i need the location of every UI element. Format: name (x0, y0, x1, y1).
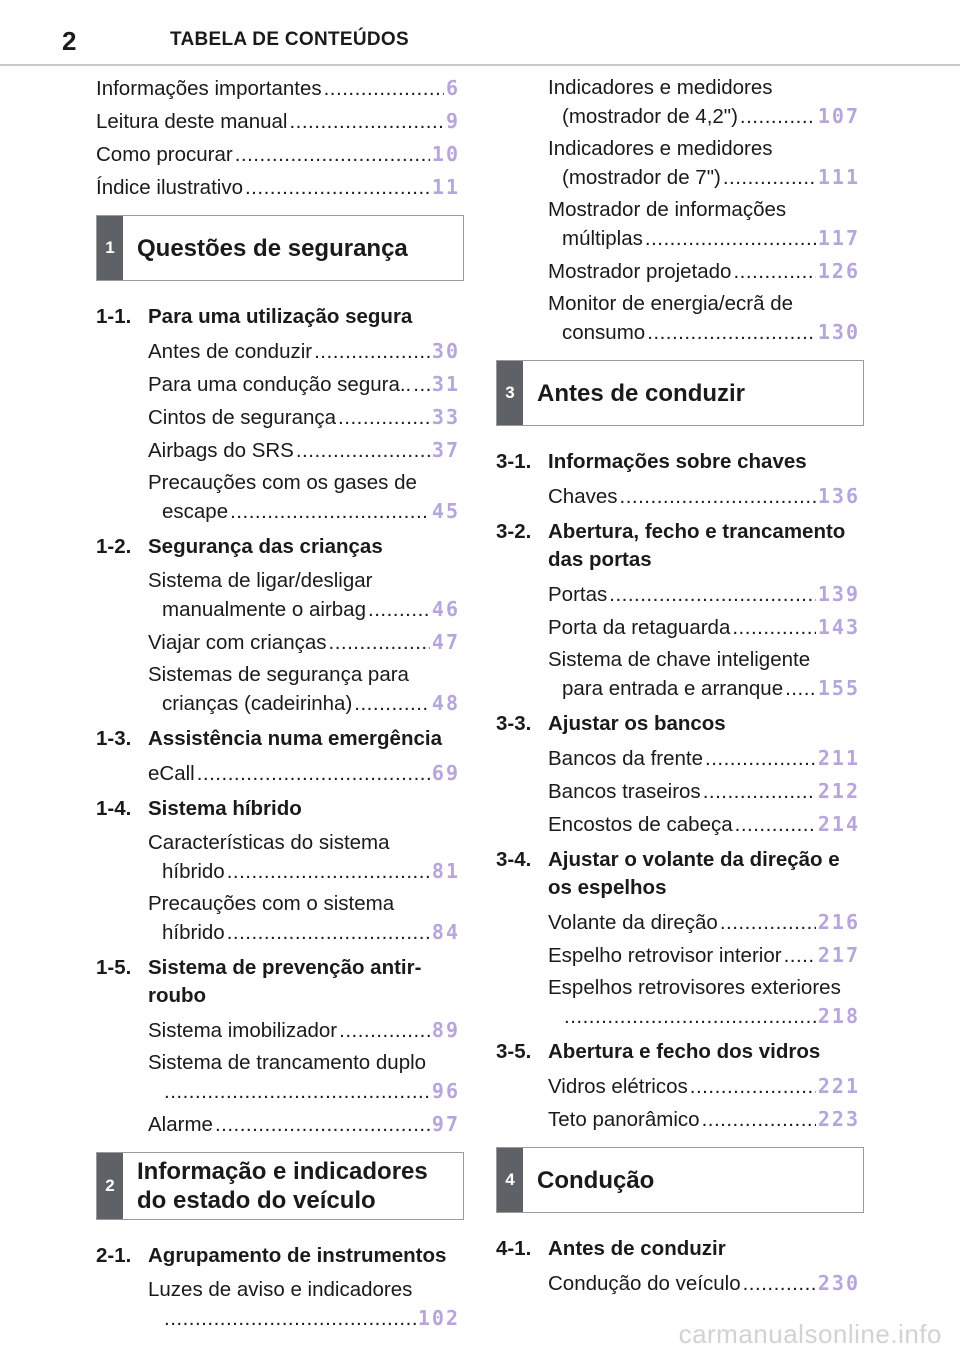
chapter-title (123, 1157, 428, 1215)
toc-entry-text: Precauções com o sistema (148, 892, 395, 915)
toc-entry-text-cont: (mostrador de 7") (562, 166, 721, 189)
chapter-heading[interactable] (96, 215, 464, 281)
section-number: 3-4. (496, 848, 532, 871)
section-number: 3-2. (496, 520, 532, 543)
section-title-line2: roubo (148, 984, 207, 1007)
dot-leader (354, 690, 430, 717)
dot-leader (740, 103, 816, 130)
toc-entry-text: Volante da direção (548, 911, 718, 934)
toc-entry-text: Para uma condução segura.. (148, 373, 412, 396)
dot-leader (784, 942, 816, 969)
section-title (548, 846, 864, 902)
toc-entry-text: Características do sistema (148, 831, 390, 854)
toc-entry-text: Sistema imobilizador (148, 1019, 338, 1042)
toc-entry-text-cont: múltiplas (562, 227, 643, 250)
section-title (548, 518, 864, 574)
toc-entry-text: Cintos de segurança (148, 406, 337, 429)
page-reference[interactable]: 46 (431, 597, 460, 621)
toc-entry[interactable] (96, 140, 464, 168)
toc-entry-text: Informações importantes (96, 77, 322, 100)
dot-leader (609, 581, 816, 608)
section-number: 2-1. (96, 1244, 132, 1267)
page-reference[interactable]: 37 (431, 438, 460, 462)
page-reference[interactable]: 217 (817, 943, 860, 967)
section-title-line1: Sistema de prevenção antir- (148, 956, 422, 979)
page-reference[interactable]: 211 (817, 746, 860, 770)
dot-leader (235, 141, 430, 168)
page-reference[interactable]: 30 (431, 339, 460, 363)
toc-entry[interactable] (548, 908, 864, 936)
toc-entry-text: Porta da retaguarda (548, 616, 731, 639)
section-heading[interactable] (496, 710, 864, 738)
toc-entry-text: Mostrador projetado (548, 260, 732, 283)
toc-entry-text: Condução do veículo (548, 1272, 741, 1295)
toc-entry[interactable] (148, 469, 464, 525)
toc-entry-text: Viajar com crianças (148, 631, 327, 654)
chapter-number-tab: 1 (97, 216, 123, 280)
toc-entry[interactable] (148, 661, 464, 717)
section-heading[interactable] (96, 303, 464, 331)
page-reference[interactable]: 102 (417, 1306, 460, 1330)
section-heading[interactable] (496, 448, 864, 476)
toc-entry-text-cont: crianças (cadeirinha) (162, 692, 353, 715)
dot-leader (339, 1017, 430, 1044)
toc-entry[interactable] (548, 1105, 864, 1133)
section-title: Antes de conduzir (548, 1237, 726, 1260)
page-reference[interactable]: 117 (817, 226, 860, 250)
dot-leader (368, 596, 430, 623)
section-number: 1-4. (96, 797, 132, 820)
page-reference[interactable]: 9 (445, 109, 460, 133)
section-title: Agrupamento de instrumentos (148, 1244, 447, 1267)
chapter-heading[interactable] (496, 360, 864, 426)
toc-entry[interactable] (548, 257, 864, 285)
section-title-line2: das portas (548, 548, 652, 571)
dot-leader (732, 614, 816, 641)
dot-leader (215, 1111, 430, 1138)
section-heading[interactable] (96, 795, 464, 823)
toc-entry-text-cont: escape (162, 500, 229, 523)
dot-leader (230, 498, 430, 525)
chapter-title: Condução (537, 1166, 655, 1194)
dot-leader (743, 1270, 816, 1297)
section-title (148, 954, 464, 1010)
toc-entry[interactable] (96, 173, 464, 201)
dot-leader (703, 778, 816, 805)
dot-leader (720, 909, 816, 936)
dot-leader (296, 437, 430, 464)
dot-leader (620, 483, 816, 510)
section-title: Para uma utilização segura (148, 305, 413, 328)
running-title: TABELA DE CONTEÚDOS (170, 29, 409, 50)
toc-entry-text: Sistema de chave inteligente (548, 648, 811, 671)
toc-entry-text: Sistema de ligar/desligar (148, 569, 373, 592)
toc-entry[interactable] (148, 403, 464, 431)
dot-leader (723, 164, 816, 191)
page-reference[interactable]: 214 (817, 812, 860, 836)
toc-entry-text: Indicadores e medidores (548, 137, 773, 160)
section-number: 3-5. (496, 1040, 532, 1063)
section-number: 3-1. (496, 450, 532, 473)
dot-leader (705, 745, 816, 772)
dot-leader (702, 1106, 816, 1133)
section-title-line1: Ajustar o volante da direção e (548, 848, 840, 871)
section-number: 1-5. (96, 956, 132, 979)
chapter-title: Antes de conduzir (537, 379, 746, 407)
chapter-heading[interactable] (96, 1152, 464, 1220)
toc-entry-text: Espelhos retrovisores exteriores (548, 976, 841, 999)
page-reference[interactable]: 81 (431, 859, 460, 883)
toc-entry-text: Bancos traseiros (548, 780, 701, 803)
dot-leader (690, 1073, 816, 1100)
toc-entry[interactable] (548, 744, 864, 772)
toc-entry-text: Sistema de trancamento duplo (148, 1051, 427, 1074)
dot-leader (733, 258, 815, 285)
toc-entry-text-cont: para entrada e arranque (562, 677, 784, 700)
section-title: Informações sobre chaves (548, 450, 807, 473)
page-reference[interactable]: 47 (431, 630, 460, 654)
page-reference[interactable]: 111 (817, 165, 860, 189)
dot-leader (785, 675, 816, 702)
dot-leader (197, 760, 430, 787)
toc-entry[interactable] (548, 135, 864, 191)
dot-leader (338, 404, 430, 431)
toc-entry-text: Portas (548, 583, 608, 606)
section-number: 1-1. (96, 305, 132, 328)
page-reference[interactable]: 10 (431, 142, 460, 166)
chapter-number-tab: 2 (97, 1153, 123, 1219)
toc-entry[interactable] (548, 974, 864, 1030)
toc-entry[interactable] (548, 1072, 864, 1100)
toc-entry[interactable] (148, 628, 464, 656)
section-heading[interactable] (96, 725, 464, 753)
toc-entry[interactable] (548, 74, 864, 130)
toc-entry[interactable] (148, 759, 464, 787)
toc-entry-text-cont: manualmente o airbag (162, 598, 366, 621)
page-reference[interactable]: 69 (431, 761, 460, 785)
toc-entry-text-cont: híbrido (162, 921, 225, 944)
chapter-title: Questões de segurança (137, 234, 408, 262)
section-title-line2: os espelhos (548, 876, 667, 899)
section-heading[interactable] (496, 846, 864, 902)
chapter-title-line1: Informação e indicadores (137, 1158, 428, 1185)
section-heading[interactable] (96, 533, 464, 561)
toc-entry-text: Como procurar (96, 143, 233, 166)
section-heading[interactable] (96, 1242, 464, 1270)
dot-leader (329, 629, 430, 656)
toc-entry[interactable] (148, 567, 464, 623)
chapter-number-tab: 4 (497, 1148, 523, 1212)
toc-entry-text: Espelho retrovisor interior (548, 944, 782, 967)
page-reference[interactable]: 84 (431, 920, 460, 944)
chapter-title-line2: do estado do veículo (137, 1187, 376, 1214)
page-reference[interactable]: 221 (817, 1074, 860, 1098)
dot-leader (227, 858, 430, 885)
page-reference[interactable]: 212 (817, 779, 860, 803)
toc-entry-text: Monitor de energia/ecrã de (548, 292, 794, 315)
section-number: 4-1. (496, 1237, 532, 1260)
dot-leader (735, 811, 816, 838)
toc-entry-text: Luzes de aviso e indicadores (148, 1278, 413, 1301)
toc-entry-text: Sistemas de segurança para (148, 663, 409, 686)
section-title: Segurança das crianças (148, 535, 383, 558)
toc-entry[interactable] (148, 436, 464, 464)
dot-leader (164, 1305, 416, 1332)
dot-leader (164, 1078, 430, 1105)
toc-entry-text: Chaves (548, 485, 618, 508)
page-reference[interactable]: 96 (431, 1079, 460, 1103)
toc-entry[interactable] (148, 829, 464, 885)
toc-entry[interactable] (548, 777, 864, 805)
toc-entry-text: Precauções com os gases de (148, 471, 417, 494)
watermark-text: carmanualsonline.info (678, 1319, 942, 1349)
page-reference[interactable]: 6 (445, 76, 460, 100)
chapter-number-tab: 3 (497, 361, 523, 425)
toc-entry-text: Airbags do SRS (148, 439, 294, 462)
toc-entry-text-cont: consumo (562, 321, 646, 344)
page-number: 2 (62, 26, 77, 56)
page-reference[interactable]: 223 (817, 1107, 860, 1131)
page-reference[interactable]: 218 (817, 1004, 860, 1028)
toc-entry-text: Encostos de cabeça (548, 813, 733, 836)
toc-entry-text: Teto panorâmico (548, 1108, 700, 1131)
page-reference[interactable]: 97 (431, 1112, 460, 1136)
dot-leader (645, 225, 816, 252)
toc-entry-text: Índice ilustrativo (96, 176, 243, 199)
toc-entry[interactable] (148, 1110, 464, 1138)
page-reference[interactable]: 48 (431, 691, 460, 715)
section-title: Abertura e fecho dos vidros (548, 1040, 821, 1063)
toc-entry[interactable] (148, 370, 464, 398)
dot-leader (227, 919, 430, 946)
dot-leader (647, 319, 816, 346)
toc-entry[interactable] (548, 646, 864, 702)
page-reference[interactable]: 89 (431, 1018, 460, 1042)
toc-entry-text-cont: (mostrador de 4,2") (562, 105, 738, 128)
section-title: Assistência numa emergência (148, 727, 442, 750)
toc-entry-text: Antes de conduzir (148, 340, 313, 363)
toc-entry[interactable] (148, 337, 464, 365)
toc-entry[interactable] (148, 1049, 464, 1105)
page-reference[interactable]: 130 (817, 320, 860, 344)
toc-entry[interactable] (548, 580, 864, 608)
toc-entry-text: Mostrador de informações (548, 198, 787, 221)
dot-leader (245, 174, 430, 201)
section-number: 1-3. (96, 727, 132, 750)
page-reference[interactable]: 11 (431, 175, 460, 199)
toc-entry[interactable] (148, 1016, 464, 1044)
dot-leader (314, 338, 430, 365)
dot-leader (413, 371, 430, 398)
toc-entry[interactable] (548, 482, 864, 510)
toc-entry-text: Vidros elétricos (548, 1075, 688, 1098)
toc-entry[interactable] (548, 1269, 864, 1297)
toc-column-left (96, 74, 464, 1337)
toc-entry-text-cont: híbrido (162, 860, 225, 883)
toc-entry-text: eCall (148, 762, 195, 785)
section-number: 3-3. (496, 712, 532, 735)
toc-entry-text: Indicadores e medidores (548, 76, 773, 99)
toc-entry-text: Bancos da frente (548, 747, 703, 770)
toc-entry[interactable] (548, 941, 864, 969)
toc-entry[interactable] (96, 74, 464, 102)
section-heading[interactable] (496, 1235, 864, 1263)
toc-entry[interactable] (96, 107, 464, 135)
toc-entry[interactable] (148, 890, 464, 946)
dot-leader (564, 1003, 816, 1030)
toc-entry[interactable] (548, 196, 864, 252)
toc-entry-text: Alarme (148, 1113, 213, 1136)
toc-entry[interactable] (148, 1276, 464, 1332)
toc-entry[interactable] (548, 290, 864, 346)
page-reference[interactable]: 31 (431, 372, 460, 396)
page-header (0, 0, 960, 66)
page-reference[interactable]: 139 (817, 582, 860, 606)
page-reference[interactable]: 155 (817, 676, 860, 700)
header-divider (0, 64, 960, 66)
page-reference[interactable]: 230 (817, 1271, 860, 1295)
page-reference[interactable]: 126 (817, 259, 860, 283)
page-reference[interactable]: 136 (817, 484, 860, 508)
page-reference[interactable]: 216 (817, 910, 860, 934)
page-reference[interactable]: 107 (817, 104, 860, 128)
toc-entry[interactable] (548, 613, 864, 641)
dot-leader (289, 108, 443, 135)
section-heading[interactable] (96, 954, 464, 1010)
section-number: 1-2. (96, 535, 132, 558)
page-reference[interactable]: 33 (431, 405, 460, 429)
section-heading[interactable] (496, 1038, 864, 1066)
dot-leader (324, 75, 444, 102)
toc-column-right (496, 74, 864, 1302)
page-reference[interactable]: 45 (431, 499, 460, 523)
section-heading[interactable] (496, 518, 864, 574)
toc-entry[interactable] (548, 810, 864, 838)
toc-entry-text: Leitura deste manual (96, 110, 288, 133)
section-title: Sistema híbrido (148, 797, 302, 820)
section-title-line1: Abertura, fecho e trancamento (548, 520, 846, 543)
section-title: Ajustar os bancos (548, 712, 726, 735)
chapter-heading[interactable] (496, 1147, 864, 1213)
page-reference[interactable]: 143 (817, 615, 860, 639)
